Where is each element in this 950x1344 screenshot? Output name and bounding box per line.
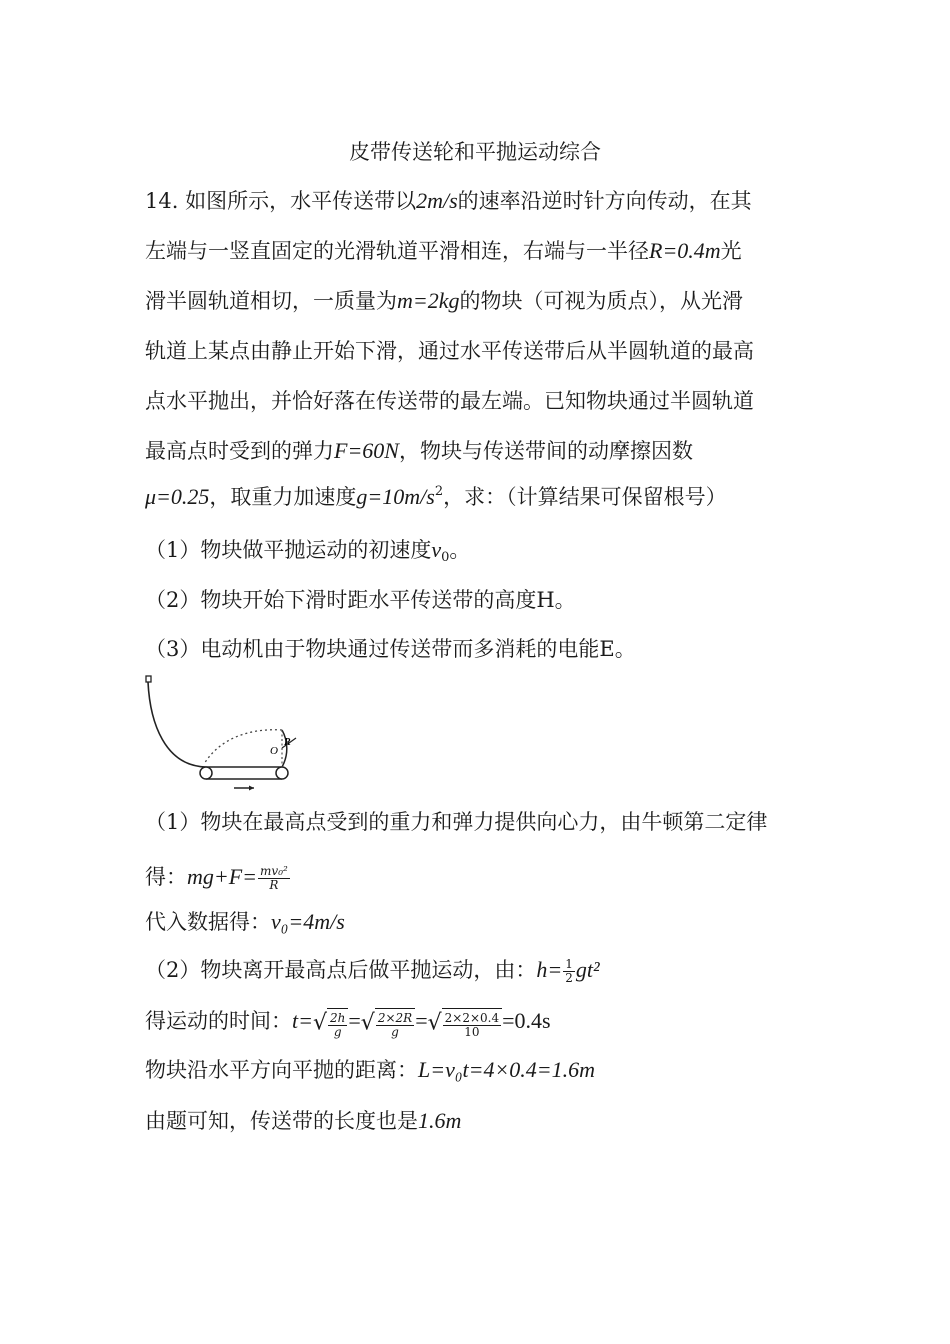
- problem-line-4: 轨道上某点由静止开始下滑，通过水平传送带后从半圆轨道的最高: [145, 339, 754, 363]
- start-point-icon: [146, 676, 151, 682]
- radius-label: R: [284, 737, 291, 748]
- solution-line-7: 由题可知，传送带的长度也是1.6m: [145, 1108, 462, 1133]
- problem-line-7: μ=0.25，取重力加速度$g=10m/s^2$，求：（计算结果可保留根号）: [145, 484, 727, 509]
- problem-line-6: 最高点时受到的弹力F=60N，物块与传送带间的动摩擦因数: [145, 438, 693, 463]
- problem-line-5: 点水平抛出，并恰好落在传送带的最左端。已知物块通过半圆轨道: [145, 389, 754, 413]
- solution-line-1: （1）物块在最高点受到的重力和弹力提供向心力，由牛顿第二定律: [145, 810, 768, 834]
- question-2: （2）物块开始下滑时距水平传送带的高度H。: [145, 588, 576, 612]
- problem-number: 14.: [145, 189, 179, 213]
- solution-line-3: 代入数据得：v₀=4m/s: [145, 909, 345, 934]
- conveyor-figure: [140, 668, 310, 793]
- problem-line-1: 14. 如图所示，水平传送带以2m/s的速率沿逆时针方向传动，在其: [145, 188, 752, 213]
- arrow-head-icon: [249, 786, 254, 791]
- problem-line-2: 左端与一竖直固定的光滑轨道平滑相连，右端与一半径R=0.4m光: [145, 238, 742, 263]
- page-title: 皮带传送轮和平抛运动综合: [349, 140, 601, 164]
- solution-line-6: 物块沿水平方向平抛的距离：L=v₀t=4×0.4=1.6m: [145, 1057, 596, 1082]
- right-pulley: [276, 767, 288, 779]
- friction-value: μ=0.25: [145, 484, 210, 509]
- radius-value: R=0.4m: [649, 238, 721, 263]
- mass-value: m=2kg: [397, 288, 460, 313]
- solution-line-5: 得运动的时间：t=√ $\frac{2h}{g}$ =√ $\frac{2\times 2R}{g}$ =√ $\frac{2\times 2\times 0.4}{10}$ =0.4s: [145, 1008, 551, 1039]
- speed-value: 2m/s: [416, 188, 458, 213]
- force-value: F=60N: [334, 438, 399, 463]
- solution-line-4: （2）物块离开最高点后做平抛运动，由：h= $\frac{1}{2}$ gt²: [145, 957, 600, 985]
- left-pulley: [200, 767, 212, 779]
- semicircle-track: [282, 730, 287, 767]
- gravity-value: g=10m/s: [356, 484, 435, 509]
- center-label: O: [270, 745, 278, 757]
- problem-line-3: 滑半圆轨道相切，一质量为m=2kg的物块（可视为质点），从光滑: [145, 288, 743, 313]
- smooth-track: [148, 682, 206, 767]
- question-1: （1）物块做平抛运动的初速度$v_0$。: [145, 537, 471, 565]
- solution-line-2: 得：mg+F= $\frac{\text{mv₀²}}{R}$: [145, 864, 288, 892]
- question-3: （3）电动机由于物块通过传送带而多消耗的电能E。: [145, 637, 636, 661]
